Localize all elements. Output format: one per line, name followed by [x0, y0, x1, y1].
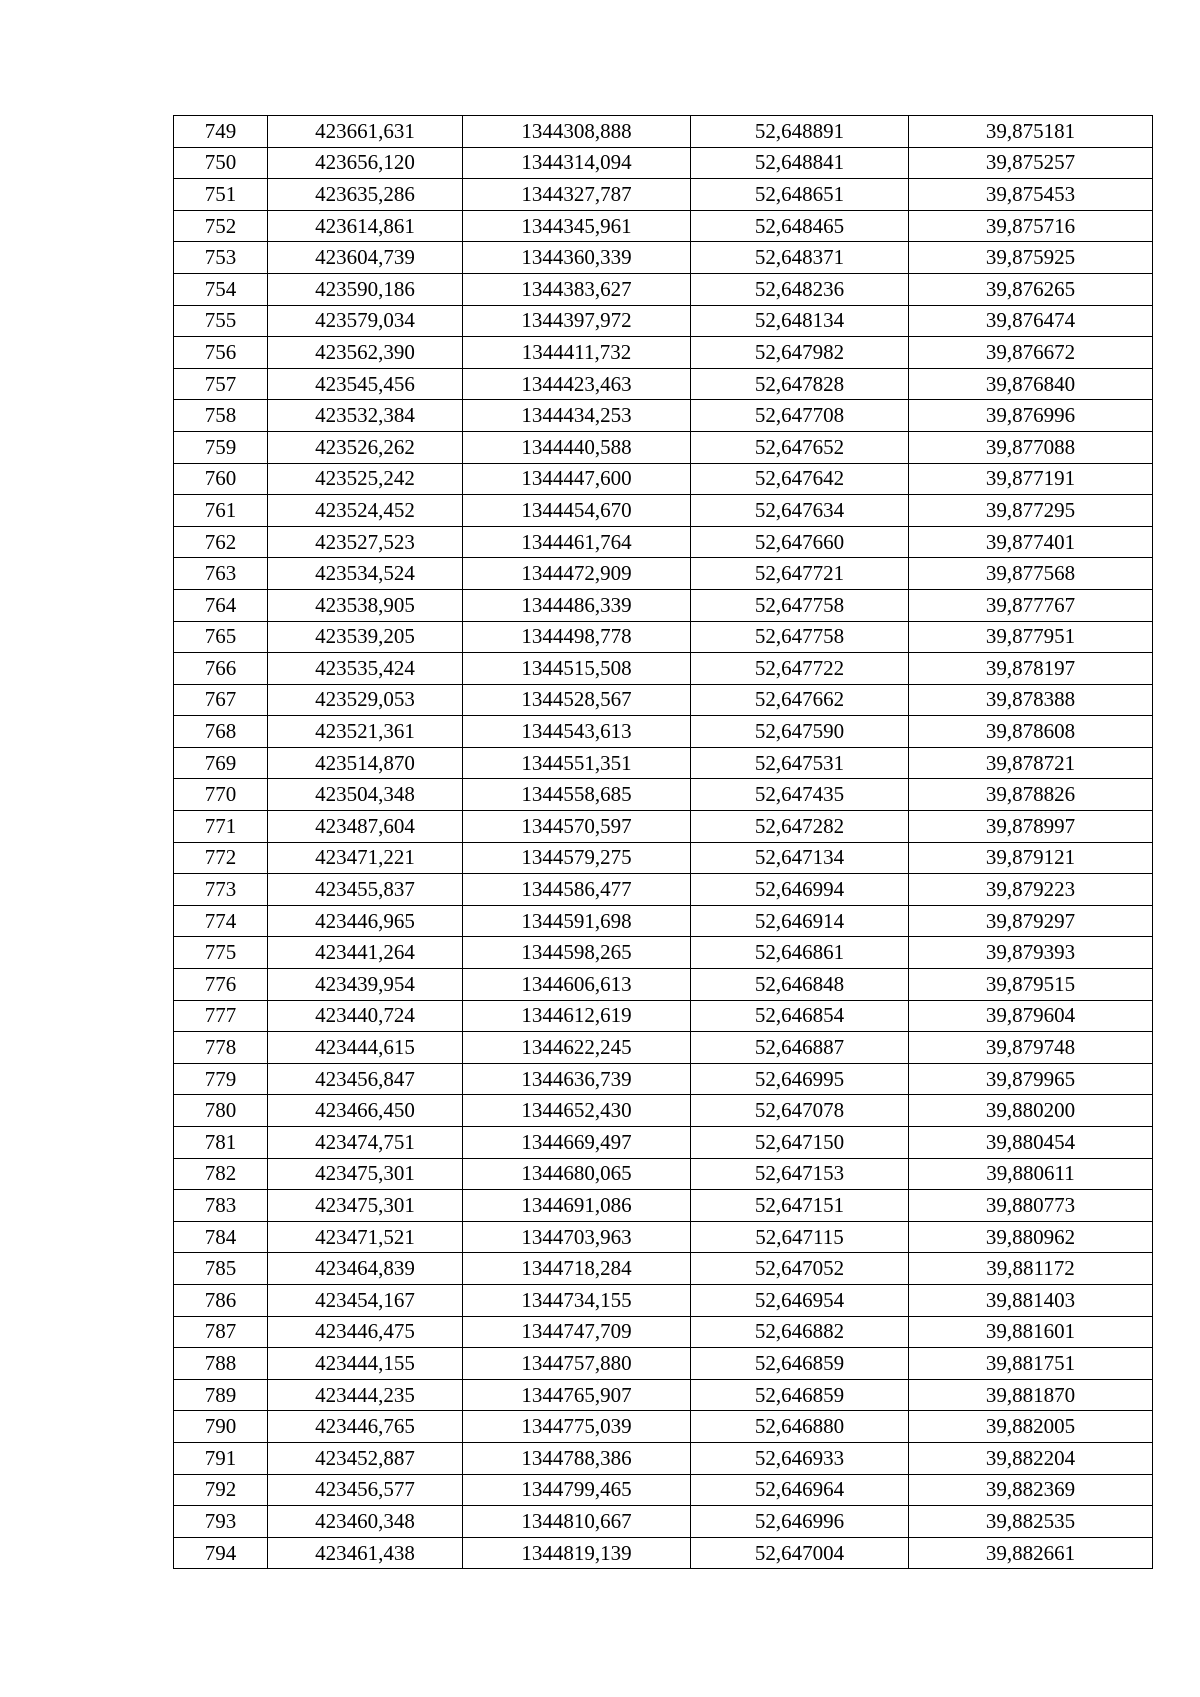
longitude-cell: 39,879223 — [909, 874, 1153, 906]
table-row — [174, 147, 1153, 179]
y-coordinate-cell: 1344440,588 — [463, 431, 691, 463]
point-number-cell: 790 — [174, 1411, 268, 1443]
table-row — [174, 1221, 1153, 1253]
point-number-cell: 752 — [174, 210, 268, 242]
y-coordinate-cell: 1344314,094 — [463, 147, 691, 179]
y-coordinate-cell: 1344622,245 — [463, 1032, 691, 1064]
latitude-cell: 52,648891 — [691, 116, 909, 148]
table-row — [174, 210, 1153, 242]
point-number-cell: 786 — [174, 1284, 268, 1316]
latitude-cell: 52,646914 — [691, 905, 909, 937]
x-coordinate-cell: 423504,348 — [268, 779, 463, 811]
point-number-cell: 771 — [174, 811, 268, 843]
latitude-cell: 52,647634 — [691, 495, 909, 527]
x-coordinate-cell: 423529,053 — [268, 684, 463, 716]
x-coordinate-cell: 423526,262 — [268, 431, 463, 463]
point-number-cell: 750 — [174, 147, 268, 179]
latitude-cell: 52,646848 — [691, 969, 909, 1001]
table-row — [174, 1253, 1153, 1285]
latitude-cell: 52,648651 — [691, 179, 909, 211]
longitude-cell: 39,882661 — [909, 1537, 1153, 1569]
table-row — [174, 874, 1153, 906]
longitude-cell: 39,877401 — [909, 526, 1153, 558]
longitude-cell: 39,876840 — [909, 368, 1153, 400]
x-coordinate-cell: 423524,452 — [268, 495, 463, 527]
latitude-cell: 52,646964 — [691, 1474, 909, 1506]
point-number-cell: 772 — [174, 842, 268, 874]
latitude-cell: 52,647982 — [691, 337, 909, 369]
y-coordinate-cell: 1344612,619 — [463, 1000, 691, 1032]
point-number-cell: 759 — [174, 431, 268, 463]
table-row — [174, 526, 1153, 558]
point-number-cell: 754 — [174, 273, 268, 305]
table-row — [174, 747, 1153, 779]
latitude-cell: 52,647134 — [691, 842, 909, 874]
table-row — [174, 842, 1153, 874]
x-coordinate-cell: 423487,604 — [268, 811, 463, 843]
point-number-cell: 751 — [174, 179, 268, 211]
y-coordinate-cell: 1344543,613 — [463, 716, 691, 748]
table-row — [174, 463, 1153, 495]
point-number-cell: 785 — [174, 1253, 268, 1285]
y-coordinate-cell: 1344461,764 — [463, 526, 691, 558]
latitude-cell: 52,646861 — [691, 937, 909, 969]
table-row — [174, 716, 1153, 748]
y-coordinate-cell: 1344819,139 — [463, 1537, 691, 1569]
x-coordinate-cell: 423527,523 — [268, 526, 463, 558]
y-coordinate-cell: 1344447,600 — [463, 463, 691, 495]
table-row — [174, 1095, 1153, 1127]
point-number-cell: 792 — [174, 1474, 268, 1506]
point-number-cell: 753 — [174, 242, 268, 274]
longitude-cell: 39,880773 — [909, 1190, 1153, 1222]
x-coordinate-cell: 423460,348 — [268, 1506, 463, 1538]
table-row — [174, 589, 1153, 621]
latitude-cell: 52,647722 — [691, 653, 909, 685]
y-coordinate-cell: 1344360,339 — [463, 242, 691, 274]
longitude-cell: 39,875257 — [909, 147, 1153, 179]
longitude-cell: 39,878826 — [909, 779, 1153, 811]
latitude-cell: 52,647435 — [691, 779, 909, 811]
longitude-cell: 39,878997 — [909, 811, 1153, 843]
latitude-cell: 52,647828 — [691, 368, 909, 400]
x-coordinate-cell: 423454,167 — [268, 1284, 463, 1316]
latitude-cell: 52,647721 — [691, 558, 909, 590]
latitude-cell: 52,647150 — [691, 1127, 909, 1159]
point-number-cell: 793 — [174, 1506, 268, 1538]
y-coordinate-cell: 1344775,039 — [463, 1411, 691, 1443]
longitude-cell: 39,875181 — [909, 116, 1153, 148]
x-coordinate-cell: 423461,438 — [268, 1537, 463, 1569]
x-coordinate-cell: 423562,390 — [268, 337, 463, 369]
longitude-cell: 39,876265 — [909, 273, 1153, 305]
latitude-cell: 52,646859 — [691, 1379, 909, 1411]
longitude-cell: 39,877088 — [909, 431, 1153, 463]
point-number-cell: 774 — [174, 905, 268, 937]
y-coordinate-cell: 1344799,465 — [463, 1474, 691, 1506]
latitude-cell: 52,647708 — [691, 400, 909, 432]
y-coordinate-cell: 1344498,778 — [463, 621, 691, 653]
x-coordinate-cell: 423446,765 — [268, 1411, 463, 1443]
table-row — [174, 116, 1153, 148]
table-row — [174, 558, 1153, 590]
point-number-cell: 765 — [174, 621, 268, 653]
longitude-cell: 39,881172 — [909, 1253, 1153, 1285]
x-coordinate-cell: 423545,456 — [268, 368, 463, 400]
latitude-cell: 52,648841 — [691, 147, 909, 179]
table-row — [174, 273, 1153, 305]
longitude-cell: 39,877767 — [909, 589, 1153, 621]
table-row — [174, 1158, 1153, 1190]
x-coordinate-cell: 423444,155 — [268, 1348, 463, 1380]
table-row — [174, 1379, 1153, 1411]
y-coordinate-cell: 1344718,284 — [463, 1253, 691, 1285]
longitude-cell: 39,877951 — [909, 621, 1153, 653]
y-coordinate-cell: 1344747,709 — [463, 1316, 691, 1348]
latitude-cell: 52,648134 — [691, 305, 909, 337]
y-coordinate-cell: 1344327,787 — [463, 179, 691, 211]
longitude-cell: 39,879393 — [909, 937, 1153, 969]
y-coordinate-cell: 1344434,253 — [463, 400, 691, 432]
table-row — [174, 495, 1153, 527]
longitude-cell: 39,880962 — [909, 1221, 1153, 1253]
y-coordinate-cell: 1344691,086 — [463, 1190, 691, 1222]
longitude-cell: 39,880200 — [909, 1095, 1153, 1127]
x-coordinate-cell: 423661,631 — [268, 116, 463, 148]
longitude-cell: 39,877295 — [909, 495, 1153, 527]
latitude-cell: 52,647642 — [691, 463, 909, 495]
x-coordinate-cell: 423535,424 — [268, 653, 463, 685]
table-row — [174, 368, 1153, 400]
longitude-cell: 39,876474 — [909, 305, 1153, 337]
longitude-cell: 39,877191 — [909, 463, 1153, 495]
longitude-cell: 39,879121 — [909, 842, 1153, 874]
table-row — [174, 905, 1153, 937]
longitude-cell: 39,876996 — [909, 400, 1153, 432]
x-coordinate-cell: 423474,751 — [268, 1127, 463, 1159]
table-row — [174, 969, 1153, 1001]
coordinates-table — [173, 115, 1153, 1569]
longitude-cell: 39,879515 — [909, 969, 1153, 1001]
point-number-cell: 775 — [174, 937, 268, 969]
point-number-cell: 791 — [174, 1442, 268, 1474]
y-coordinate-cell: 1344486,339 — [463, 589, 691, 621]
latitude-cell: 52,647115 — [691, 1221, 909, 1253]
latitude-cell: 52,647758 — [691, 589, 909, 621]
longitude-cell: 39,880611 — [909, 1158, 1153, 1190]
latitude-cell: 52,646859 — [691, 1348, 909, 1380]
latitude-cell: 52,647758 — [691, 621, 909, 653]
latitude-cell: 52,647590 — [691, 716, 909, 748]
y-coordinate-cell: 1344345,961 — [463, 210, 691, 242]
latitude-cell: 52,647078 — [691, 1095, 909, 1127]
point-number-cell: 762 — [174, 526, 268, 558]
x-coordinate-cell: 423656,120 — [268, 147, 463, 179]
latitude-cell: 52,647153 — [691, 1158, 909, 1190]
x-coordinate-cell: 423534,524 — [268, 558, 463, 590]
table-row — [174, 1190, 1153, 1222]
longitude-cell: 39,881601 — [909, 1316, 1153, 1348]
latitude-cell: 52,647052 — [691, 1253, 909, 1285]
point-number-cell: 776 — [174, 969, 268, 1001]
longitude-cell: 39,882005 — [909, 1411, 1153, 1443]
table-row — [174, 1442, 1153, 1474]
longitude-cell: 39,878608 — [909, 716, 1153, 748]
y-coordinate-cell: 1344765,907 — [463, 1379, 691, 1411]
longitude-cell: 39,875716 — [909, 210, 1153, 242]
longitude-cell: 39,879965 — [909, 1063, 1153, 1095]
point-number-cell: 766 — [174, 653, 268, 685]
point-number-cell: 758 — [174, 400, 268, 432]
longitude-cell: 39,882204 — [909, 1442, 1153, 1474]
y-coordinate-cell: 1344411,732 — [463, 337, 691, 369]
longitude-cell: 39,878197 — [909, 653, 1153, 685]
x-coordinate-cell: 423604,739 — [268, 242, 463, 274]
point-number-cell: 770 — [174, 779, 268, 811]
y-coordinate-cell: 1344680,065 — [463, 1158, 691, 1190]
y-coordinate-cell: 1344606,613 — [463, 969, 691, 1001]
point-number-cell: 780 — [174, 1095, 268, 1127]
point-number-cell: 763 — [174, 558, 268, 590]
y-coordinate-cell: 1344757,880 — [463, 1348, 691, 1380]
x-coordinate-cell: 423590,186 — [268, 273, 463, 305]
longitude-cell: 39,876672 — [909, 337, 1153, 369]
x-coordinate-cell: 423441,264 — [268, 937, 463, 969]
x-coordinate-cell: 423614,861 — [268, 210, 463, 242]
x-coordinate-cell: 423538,905 — [268, 589, 463, 621]
point-number-cell: 755 — [174, 305, 268, 337]
point-number-cell: 760 — [174, 463, 268, 495]
longitude-cell: 39,881870 — [909, 1379, 1153, 1411]
x-coordinate-cell: 423446,965 — [268, 905, 463, 937]
table-row — [174, 684, 1153, 716]
point-number-cell: 767 — [174, 684, 268, 716]
table-row — [174, 1506, 1153, 1538]
longitude-cell: 39,878388 — [909, 684, 1153, 716]
table-row — [174, 242, 1153, 274]
latitude-cell: 52,646854 — [691, 1000, 909, 1032]
longitude-cell: 39,875453 — [909, 179, 1153, 211]
latitude-cell: 52,647151 — [691, 1190, 909, 1222]
point-number-cell: 787 — [174, 1316, 268, 1348]
table-row — [174, 1316, 1153, 1348]
latitude-cell: 52,647531 — [691, 747, 909, 779]
point-number-cell: 777 — [174, 1000, 268, 1032]
x-coordinate-cell: 423532,384 — [268, 400, 463, 432]
x-coordinate-cell: 423521,361 — [268, 716, 463, 748]
point-number-cell: 784 — [174, 1221, 268, 1253]
latitude-cell: 52,647282 — [691, 811, 909, 843]
longitude-cell: 39,878721 — [909, 747, 1153, 779]
latitude-cell: 52,646887 — [691, 1032, 909, 1064]
table-row — [174, 431, 1153, 463]
y-coordinate-cell: 1344652,430 — [463, 1095, 691, 1127]
table-row — [174, 1348, 1153, 1380]
y-coordinate-cell: 1344551,351 — [463, 747, 691, 779]
table-body — [174, 116, 1153, 1569]
longitude-cell: 39,879748 — [909, 1032, 1153, 1064]
latitude-cell: 52,647652 — [691, 431, 909, 463]
point-number-cell: 756 — [174, 337, 268, 369]
x-coordinate-cell: 423466,450 — [268, 1095, 463, 1127]
point-number-cell: 794 — [174, 1537, 268, 1569]
x-coordinate-cell: 423475,301 — [268, 1158, 463, 1190]
longitude-cell: 39,875925 — [909, 242, 1153, 274]
point-number-cell: 749 — [174, 116, 268, 148]
x-coordinate-cell: 423439,954 — [268, 969, 463, 1001]
point-number-cell: 761 — [174, 495, 268, 527]
table-row — [174, 1474, 1153, 1506]
latitude-cell: 52,646880 — [691, 1411, 909, 1443]
x-coordinate-cell: 423444,615 — [268, 1032, 463, 1064]
y-coordinate-cell: 1344586,477 — [463, 874, 691, 906]
point-number-cell: 757 — [174, 368, 268, 400]
table-row — [174, 1411, 1153, 1443]
table-row — [174, 1127, 1153, 1159]
point-number-cell: 782 — [174, 1158, 268, 1190]
y-coordinate-cell: 1344579,275 — [463, 842, 691, 874]
longitude-cell: 39,880454 — [909, 1127, 1153, 1159]
y-coordinate-cell: 1344570,597 — [463, 811, 691, 843]
longitude-cell: 39,881751 — [909, 1348, 1153, 1380]
point-number-cell: 789 — [174, 1379, 268, 1411]
table-row — [174, 305, 1153, 337]
table-row — [174, 653, 1153, 685]
point-number-cell: 783 — [174, 1190, 268, 1222]
x-coordinate-cell: 423525,242 — [268, 463, 463, 495]
x-coordinate-cell: 423455,837 — [268, 874, 463, 906]
y-coordinate-cell: 1344591,698 — [463, 905, 691, 937]
point-number-cell: 778 — [174, 1032, 268, 1064]
table-row — [174, 179, 1153, 211]
x-coordinate-cell: 423471,521 — [268, 1221, 463, 1253]
x-coordinate-cell: 423464,839 — [268, 1253, 463, 1285]
x-coordinate-cell: 423456,847 — [268, 1063, 463, 1095]
latitude-cell: 52,647660 — [691, 526, 909, 558]
y-coordinate-cell: 1344558,685 — [463, 779, 691, 811]
y-coordinate-cell: 1344472,909 — [463, 558, 691, 590]
y-coordinate-cell: 1344598,265 — [463, 937, 691, 969]
y-coordinate-cell: 1344397,972 — [463, 305, 691, 337]
latitude-cell: 52,647004 — [691, 1537, 909, 1569]
latitude-cell: 52,646882 — [691, 1316, 909, 1348]
latitude-cell: 52,648465 — [691, 210, 909, 242]
y-coordinate-cell: 1344383,627 — [463, 273, 691, 305]
latitude-cell: 52,646996 — [691, 1506, 909, 1538]
longitude-cell: 39,879297 — [909, 905, 1153, 937]
latitude-cell: 52,648371 — [691, 242, 909, 274]
table-row — [174, 937, 1153, 969]
table-row — [174, 1032, 1153, 1064]
point-number-cell: 781 — [174, 1127, 268, 1159]
table-row — [174, 811, 1153, 843]
x-coordinate-cell: 423456,577 — [268, 1474, 463, 1506]
point-number-cell: 773 — [174, 874, 268, 906]
y-coordinate-cell: 1344810,667 — [463, 1506, 691, 1538]
x-coordinate-cell: 423475,301 — [268, 1190, 463, 1222]
x-coordinate-cell: 423444,235 — [268, 1379, 463, 1411]
table-row — [174, 779, 1153, 811]
x-coordinate-cell: 423452,887 — [268, 1442, 463, 1474]
x-coordinate-cell: 423539,205 — [268, 621, 463, 653]
point-number-cell: 788 — [174, 1348, 268, 1380]
point-number-cell: 768 — [174, 716, 268, 748]
y-coordinate-cell: 1344515,508 — [463, 653, 691, 685]
point-number-cell: 769 — [174, 747, 268, 779]
longitude-cell: 39,882535 — [909, 1506, 1153, 1538]
y-coordinate-cell: 1344423,463 — [463, 368, 691, 400]
x-coordinate-cell: 423635,286 — [268, 179, 463, 211]
table-row — [174, 1284, 1153, 1316]
longitude-cell: 39,881403 — [909, 1284, 1153, 1316]
y-coordinate-cell: 1344308,888 — [463, 116, 691, 148]
x-coordinate-cell: 423579,034 — [268, 305, 463, 337]
x-coordinate-cell: 423440,724 — [268, 1000, 463, 1032]
x-coordinate-cell: 423514,870 — [268, 747, 463, 779]
x-coordinate-cell: 423446,475 — [268, 1316, 463, 1348]
longitude-cell: 39,882369 — [909, 1474, 1153, 1506]
point-number-cell: 779 — [174, 1063, 268, 1095]
y-coordinate-cell: 1344788,386 — [463, 1442, 691, 1474]
x-coordinate-cell: 423471,221 — [268, 842, 463, 874]
table-row — [174, 1063, 1153, 1095]
y-coordinate-cell: 1344636,739 — [463, 1063, 691, 1095]
latitude-cell: 52,646933 — [691, 1442, 909, 1474]
table-row — [174, 1537, 1153, 1569]
point-number-cell: 764 — [174, 589, 268, 621]
latitude-cell: 52,647662 — [691, 684, 909, 716]
y-coordinate-cell: 1344528,567 — [463, 684, 691, 716]
y-coordinate-cell: 1344669,497 — [463, 1127, 691, 1159]
table-row — [174, 621, 1153, 653]
latitude-cell: 52,648236 — [691, 273, 909, 305]
table-row — [174, 337, 1153, 369]
longitude-cell: 39,877568 — [909, 558, 1153, 590]
y-coordinate-cell: 1344734,155 — [463, 1284, 691, 1316]
latitude-cell: 52,646995 — [691, 1063, 909, 1095]
longitude-cell: 39,879604 — [909, 1000, 1153, 1032]
y-coordinate-cell: 1344703,963 — [463, 1221, 691, 1253]
latitude-cell: 52,646994 — [691, 874, 909, 906]
table-row — [174, 400, 1153, 432]
latitude-cell: 52,646954 — [691, 1284, 909, 1316]
y-coordinate-cell: 1344454,670 — [463, 495, 691, 527]
table-row — [174, 1000, 1153, 1032]
